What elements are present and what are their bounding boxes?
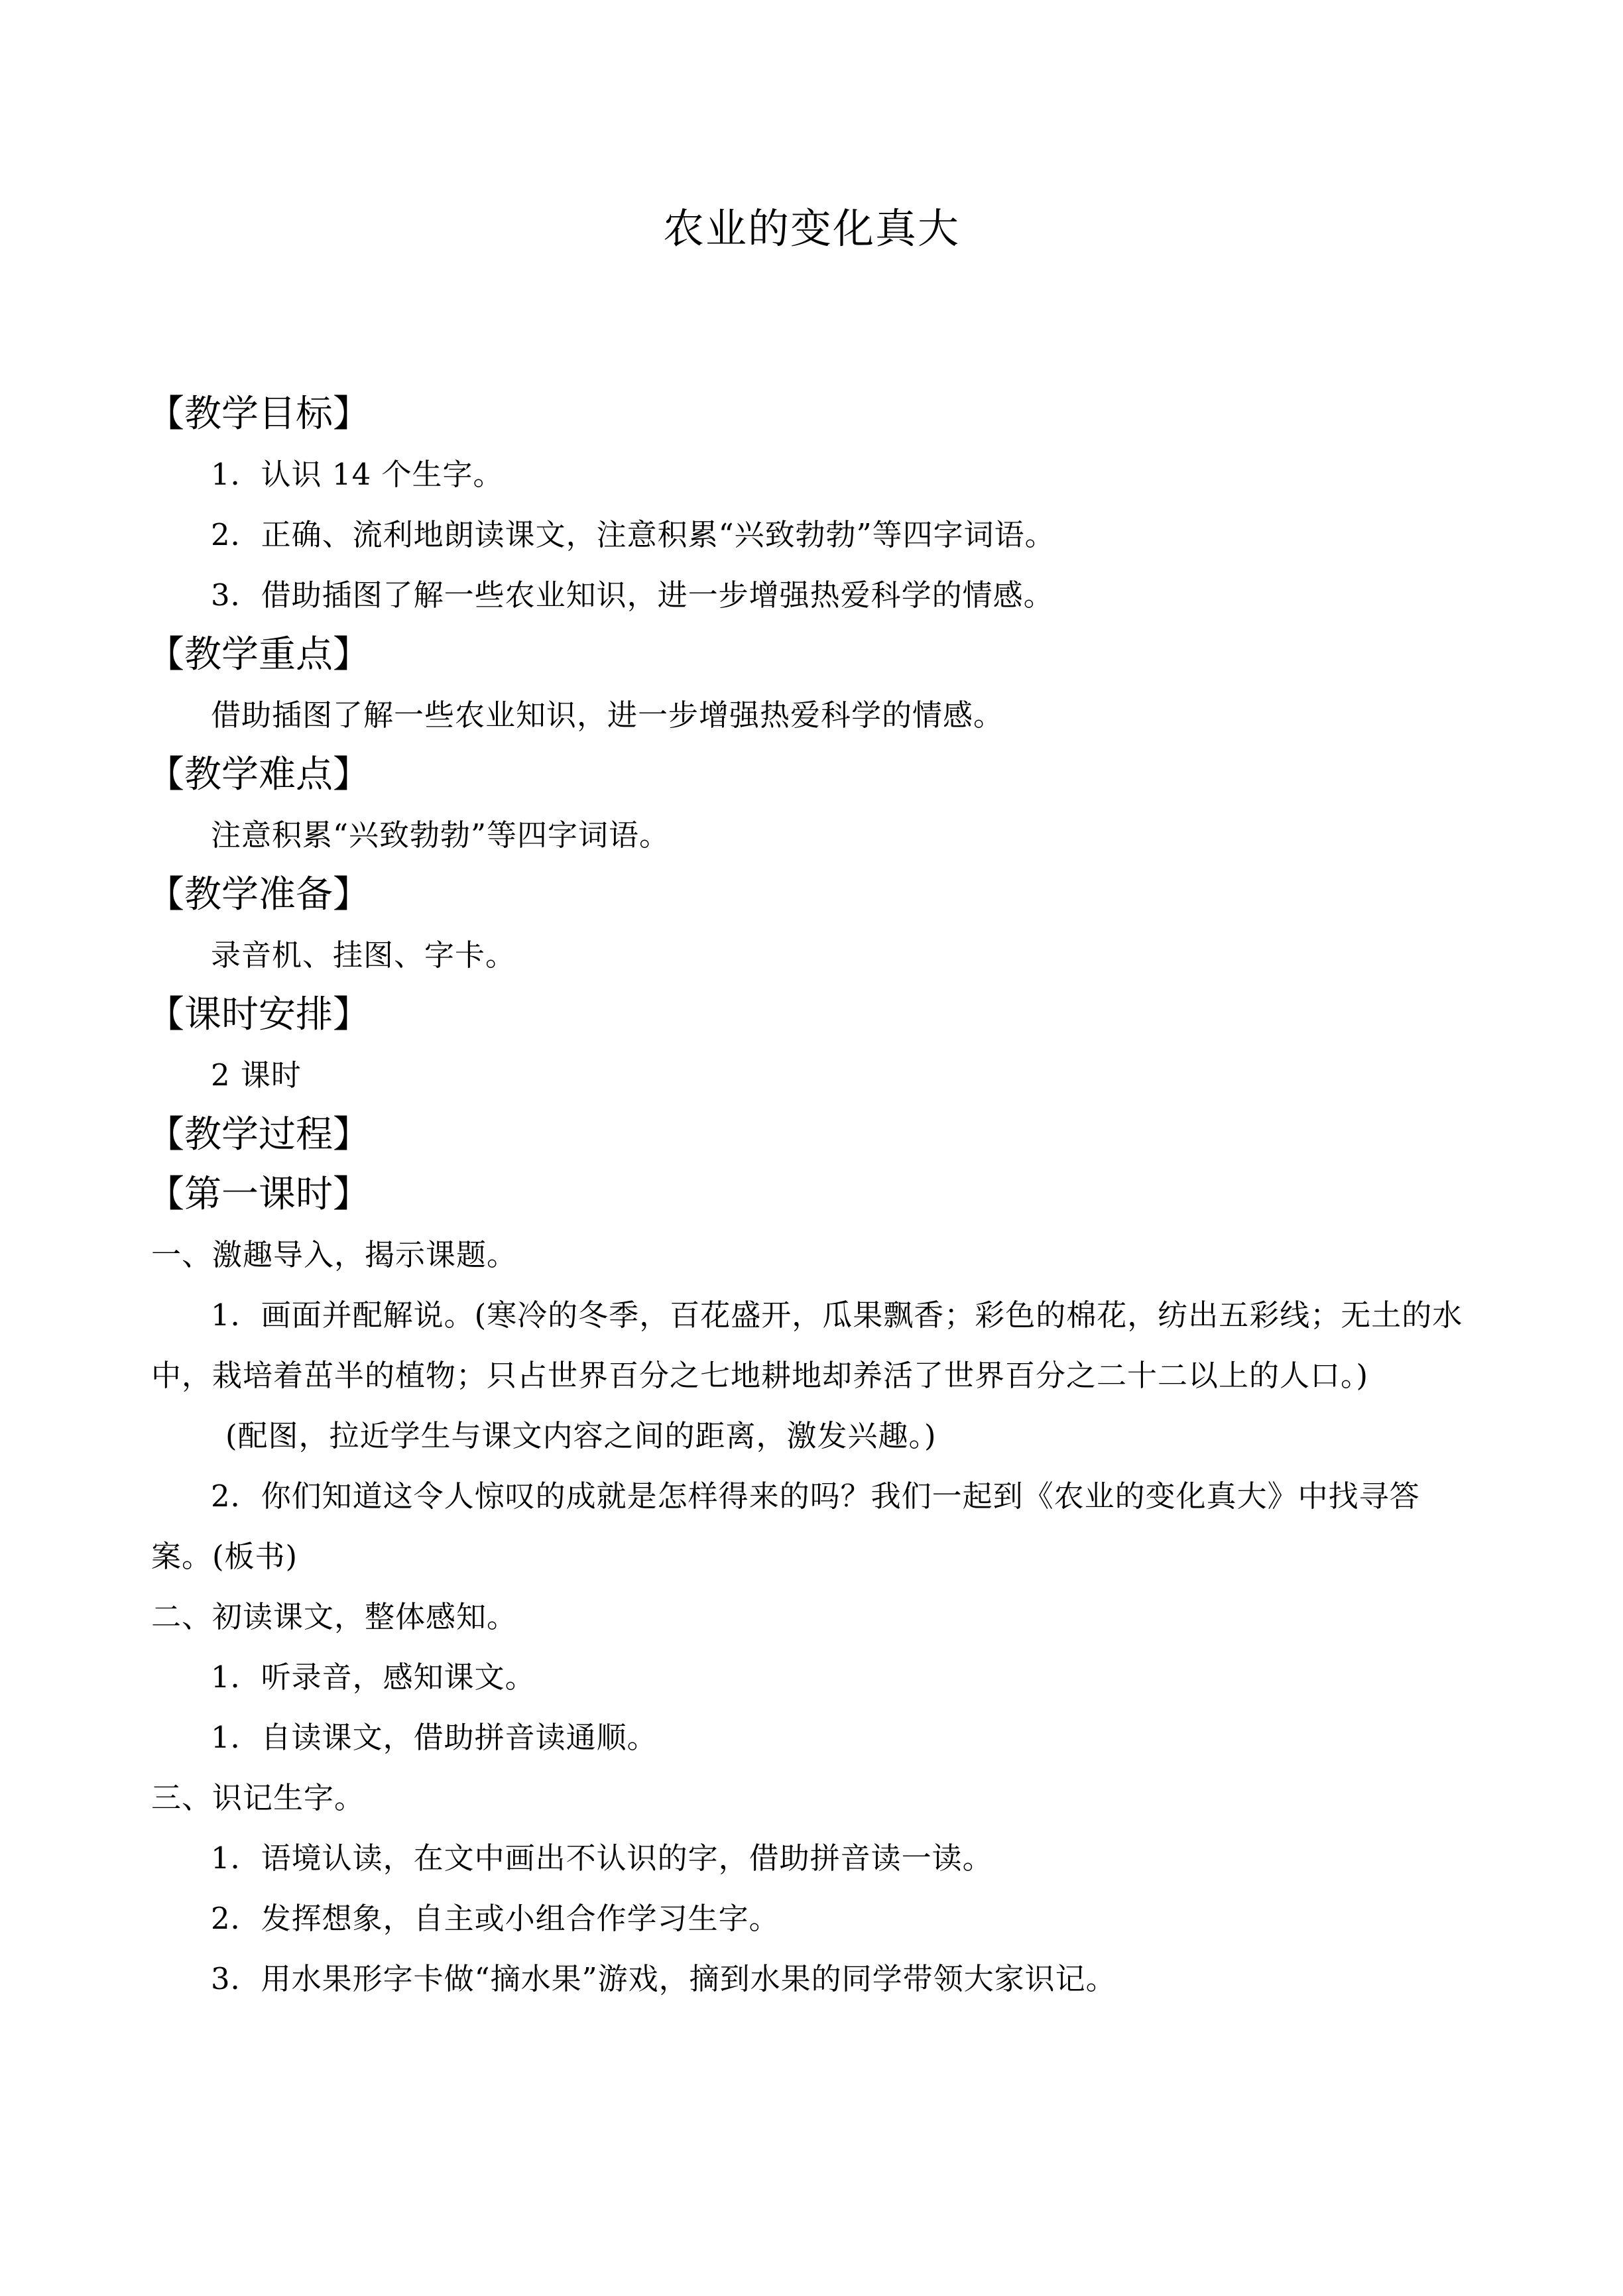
section-heading-key-points: 【教学重点】 xyxy=(147,633,370,676)
process-step-item: 1．画面并配解说。(寒冷的冬季，百花盛开，瓜果飘香；彩色的棉花，纺出五彩线；无土的水中，栽培着茁半的植物；只占世界百分之七地耕地却养活了世界百分之二十二以上的人口。) xyxy=(151,1298,1463,1393)
difficulty-text: 注意积累“兴致勃勃”等四字词语。 xyxy=(211,817,670,853)
document-body xyxy=(147,385,1477,2009)
process-step-item: 2．你们知道这令人惊叹的成就是怎样得来的吗？我们一起到《农业的变化真大》中找寻答案。(板书) xyxy=(151,1479,1420,1574)
process-step-item: 2．发挥想象，自主或小组合作学习生字。 xyxy=(211,1901,780,1936)
objective-item: 2．正确、流利地朗读课文，注意积累“兴致勃勃”等四字词语。 xyxy=(211,517,1055,552)
section-heading-preparation: 【教学准备】 xyxy=(147,873,370,916)
section-heading-schedule: 【课时安排】 xyxy=(147,993,370,1036)
key-point-text: 借助插图了解一些农业知识，进一步增强热爱科学的情感。 xyxy=(211,697,1004,733)
process-step-title: 三、识记生字。 xyxy=(151,1780,365,1815)
section-heading-objectives: 【教学目标】 xyxy=(147,393,370,436)
objective-item: 3．借助插图了解一些农业知识，进一步增强热爱科学的情感。 xyxy=(211,577,1054,613)
process-step-item: 3．用水果形字卡做“摘水果”游戏，摘到水果的同学带领大家识记。 xyxy=(211,1961,1116,1996)
section-heading-process: 【教学过程】 xyxy=(147,1113,370,1156)
process-step-title: 一、激趣导入，揭示课题。 xyxy=(151,1237,518,1272)
schedule-text: 2 课时 xyxy=(211,1057,302,1093)
preparation-text: 录音机、挂图、字卡。 xyxy=(211,937,516,973)
section-heading-first-lesson: 【第一课时】 xyxy=(147,1173,370,1216)
process-step-item: 1．语境认读，在文中画出不认识的字，借助拼音读一读。 xyxy=(211,1841,993,1876)
process-step-item: 1．听录音，感知课文。 xyxy=(211,1660,536,1695)
section-heading-difficulties: 【教学难点】 xyxy=(147,753,370,796)
process-step-note: (配图，拉近学生与课文内容之间的距离，激发兴趣。) xyxy=(225,1418,937,1453)
document-title: 农业的变化真大 xyxy=(662,204,960,253)
objective-item: 1．认识 14 个生字。 xyxy=(211,457,504,492)
process-step-item: 1．自读课文，借助拼音读通顺。 xyxy=(211,1720,658,1755)
process-step-title: 二、初读课文，整体感知。 xyxy=(151,1599,518,1634)
